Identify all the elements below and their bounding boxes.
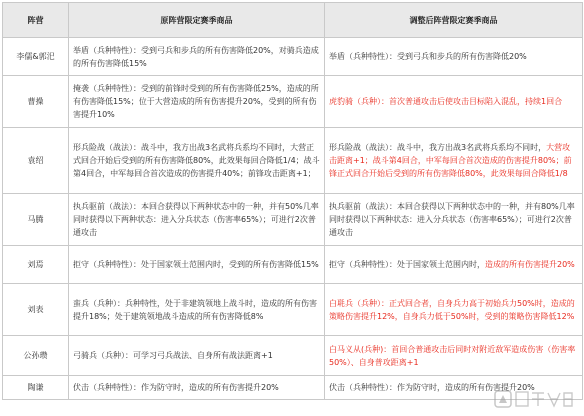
adjusted-red-text: 造成的所有伤害提升20% xyxy=(485,260,575,269)
adjusted-red-text: 白毦兵（兵种）：正式回合者，自身兵力高于初始兵力50%时，造成的策略伤害提升12%，自身兵力低于50%时，受到的策略伤害降低12% xyxy=(329,298,575,321)
adjusted-cell xyxy=(325,76,583,128)
camp-cell: 刘焉 xyxy=(3,246,69,284)
adjusted-red-text: 虎豹骑（兵种）：首次普通攻击后使攻击目标陷入混乱，持续1回合 xyxy=(329,97,563,106)
adjusted-cell xyxy=(325,194,583,246)
original-cell: 执兵驱前（战法）：本回合获得以下两种状态中的一种，并有50%几率同时获得以下两种状态：进入分兵状态（伤害率65%）；可进行2次普通攻击 xyxy=(69,194,325,246)
watermark-logo-icon xyxy=(494,388,574,410)
original-cell: 举盾（兵种特性）：受到弓兵和步兵的所有伤害降低20%，对骑兵造成的所有伤害降低15% xyxy=(69,38,325,76)
camp-cell: 李儒&郭汜 xyxy=(3,38,69,76)
header-adjusted: 调整后阵营限定赛季商品 xyxy=(325,3,583,38)
camp-cell: 袁绍 xyxy=(3,128,69,194)
table-row xyxy=(3,194,583,246)
camp-cell: 公孙瓒 xyxy=(3,336,69,376)
table-row xyxy=(3,128,583,194)
adjusted-cell xyxy=(325,128,583,194)
table-row xyxy=(3,246,583,284)
adjusted-red-text: 白马义从(兵种)：首回合普通攻击后同时对附近敌军造成伤害（伤害率50%）、自身普攻距离+1 xyxy=(329,344,576,367)
adjusted-red-text: 大营攻击距离+1；战斗第4回合，中军每回合首次造成的伤害提升80%；前锋正式回合开始后受到的所有伤害降低80%，此效果每回合降低1/8 xyxy=(329,143,572,178)
camp-cell: 曹操 xyxy=(3,76,69,128)
adjusted-cell xyxy=(325,284,583,336)
original-cell: 弓骑兵（兵种）：可学习弓兵战法、自身所有战法距离+1 xyxy=(69,336,325,376)
original-cell: 蛮兵（兵种）：兵种特性，处于非建筑领地上战斗时，造成的所有伤害提升18%；处于建筑领地战斗造成的所有伤害降低8% xyxy=(69,284,325,336)
table-row xyxy=(3,284,583,336)
adjusted-cell xyxy=(325,336,583,376)
table-row xyxy=(3,336,583,376)
faction-item-table xyxy=(2,2,583,400)
original-cell: 形兵险战（战法）：战斗中，我方出战3名武将兵系均不同时，大营正式回合开始后受到的所有伤害降低80%，此效果每回合降低1/4；战斗第4回合，中军每回合首次造成的伤害提升40%；前锋攻击距离+1； xyxy=(69,128,325,194)
adjusted-text: 拒守（兵种特性）：处于国家领土范围内时， xyxy=(329,260,485,269)
adjusted-cell xyxy=(325,38,583,76)
header-original: 原阵营限定赛季商品 xyxy=(69,3,325,38)
original-cell: 掩袭（兵种特性）：受到的前锋时受到的所有伤害降低25%，造成的所有伤害降低15%；位于大营造成的所有伤害提升20%，受到的所有伤害提升10% xyxy=(69,76,325,128)
table-row xyxy=(3,76,583,128)
camp-cell: 陶谦 xyxy=(3,376,69,400)
adjusted-text: 举盾（兵种特性）：受到弓兵和步兵的所有伤害降低20% xyxy=(329,52,527,61)
adjusted-text: 伏击（兵种特性）：作为防守时，造成的所有伤害提升20% xyxy=(329,383,535,392)
original-cell: 拒守（兵种特性）：处于国家领土范围内时，受到的所有伤害降低15% xyxy=(69,246,325,284)
watermark-logo xyxy=(494,388,574,410)
header-camp: 阵营 xyxy=(3,3,69,38)
table-header-row xyxy=(3,3,583,38)
camp-cell: 刘表 xyxy=(3,284,69,336)
camp-cell: 马腾 xyxy=(3,194,69,246)
table-row xyxy=(3,38,583,76)
adjusted-text: 执兵驱前（战法）：本回合获得以下两种状态中的一种，并有80%几率同时获得以下两种状态：进入分兵状态（伤害率65%）；可进行2次普通攻击 xyxy=(329,202,575,237)
adjusted-text: 形兵险战（战法）：战斗中，我方出战3名武将兵系均不同时， xyxy=(329,143,547,152)
original-cell: 伏击（兵种特性）：作为防守时，造成的所有伤害提升20% xyxy=(69,376,325,400)
adjusted-cell xyxy=(325,246,583,284)
